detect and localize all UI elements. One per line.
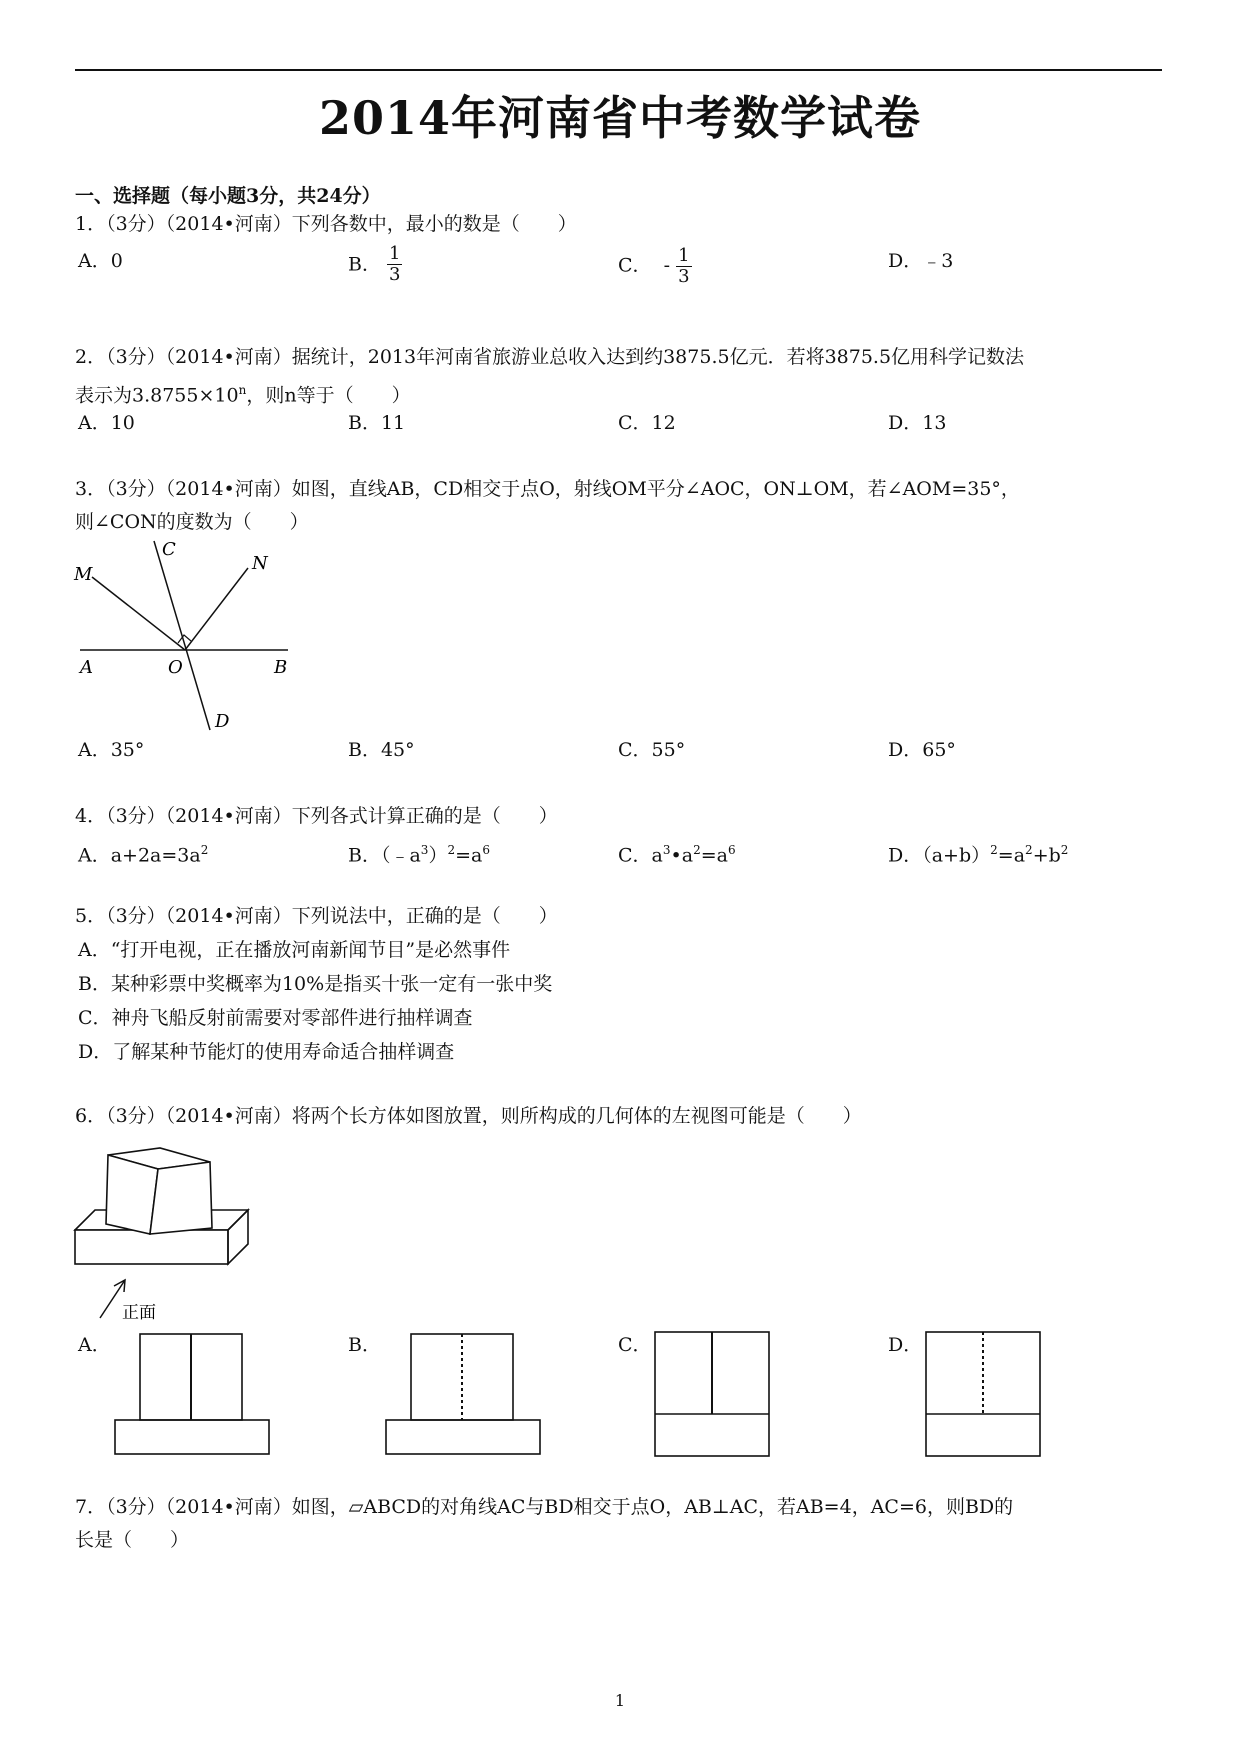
question-3-stem-line2: 则∠CON的度数为（ ）	[75, 511, 309, 533]
label-c: C	[162, 539, 176, 560]
fraction: $\frac{1}{3}$	[389, 243, 401, 285]
q4-option-b: B．$(﹣a^3)^2=a^6$	[348, 843, 490, 867]
q4-option-d: D．$(a+b)^2=a^2+b^2$	[888, 843, 1069, 867]
q1-option-b: B． $\frac{1}{3}$	[348, 243, 401, 285]
fraction: $\frac{1}{3}$	[678, 245, 690, 287]
q2-option-a: A．10	[78, 412, 135, 434]
q6-option-d-view	[924, 1330, 1044, 1460]
question-3-stem-line1: 3．（3分）（2014•河南）如图，直线AB，CD相交于点O，射线OM平分∠AOC，ON⊥OM，若∠AOM=35°，	[75, 478, 1020, 500]
question-7-stem-line2: 长是（ ）	[75, 1529, 190, 1551]
q2-option-c: C．12	[618, 412, 676, 434]
section-heading: 一、选择题（每小题3分，共24分）	[75, 185, 381, 207]
question-6-stem: 6．（3分）（2014•河南）将两个长方体如图放置，则所构成的几何体的左视图可能是（ ）	[75, 1105, 862, 1127]
label-n: N	[252, 553, 268, 574]
q1-option-c: C． - $\frac{1}{3}$	[618, 245, 690, 287]
q6-option-b: B．	[348, 1334, 381, 1356]
question-4-stem: 4．（3分）（2014•河南）下列各式计算正确的是（ ）	[75, 805, 558, 827]
q5-option-a: A．“打开电视，正在播放河南新闻节目”是必然事件	[78, 939, 511, 961]
q1-option-d: D．﹣3	[888, 250, 954, 272]
question-2-stem-line2: 表示为$3.8755\times 10^n$，则n等于（ ）	[75, 383, 411, 407]
q3-option-a: A．35°	[78, 739, 145, 761]
q3-option-b: B．45°	[348, 739, 415, 761]
q5-option-c: C．神舟飞船反射前需要对零部件进行抽样调查	[78, 1007, 473, 1029]
front-label: 正面	[122, 1303, 156, 1323]
q6-option-c-view	[653, 1330, 773, 1460]
label-m: M	[74, 564, 93, 585]
top-rule	[75, 69, 1162, 71]
label-a: A	[80, 657, 93, 678]
question-5-stem: 5．（3分）（2014•河南）下列说法中，正确的是（ ）	[75, 905, 558, 927]
q2-option-b: B．11	[348, 412, 406, 434]
q6-option-b-view	[383, 1332, 543, 1458]
page-title: 2014年河南省中考数学试卷	[318, 91, 922, 145]
q3-option-d: D．65°	[888, 739, 956, 761]
q2-option-d: D．13	[888, 412, 947, 434]
q3-option-c: C．55°	[618, 739, 686, 761]
q6-option-c: C．	[618, 1334, 652, 1356]
q6-option-d: D．	[888, 1334, 923, 1356]
q6-solid-figure	[70, 1140, 260, 1325]
q4-option-a: A．$a+2a=3a^2$	[78, 843, 209, 867]
q3-angle-figure	[70, 535, 300, 735]
q4-option-c: C．$a^3•a^2=a^6$	[618, 843, 736, 867]
q1-option-a: A．0	[78, 250, 123, 272]
question-7-stem-line1: 7．（3分）（2014•河南）如图，▱ABCD的对角线AC与BD相交于点O，AB⊥AC，若AB=4，AC=6，则BD的	[75, 1496, 1014, 1518]
q6-option-a-view	[112, 1332, 272, 1458]
q5-option-d: D．了解某种节能灯的使用寿命适合抽样调查	[78, 1041, 455, 1063]
label-d: D	[215, 711, 230, 732]
q5-option-b: B．某种彩票中奖概率为10%是指买十张一定有一张中奖	[78, 973, 553, 995]
q6-option-a: A．	[78, 1334, 111, 1356]
page-number: 1	[614, 1691, 626, 1710]
label-o: O	[168, 657, 183, 678]
question-1-stem: 1．（3分）（2014•河南）下列各数中，最小的数是（ ）	[75, 213, 577, 235]
question-2-stem-line1: 2．（3分）（2014•河南）据统计，2013年河南省旅游业总收入达到约3875.5亿元．若将3875.5亿用科学记数法	[75, 346, 1025, 368]
label-b: B	[274, 657, 288, 678]
